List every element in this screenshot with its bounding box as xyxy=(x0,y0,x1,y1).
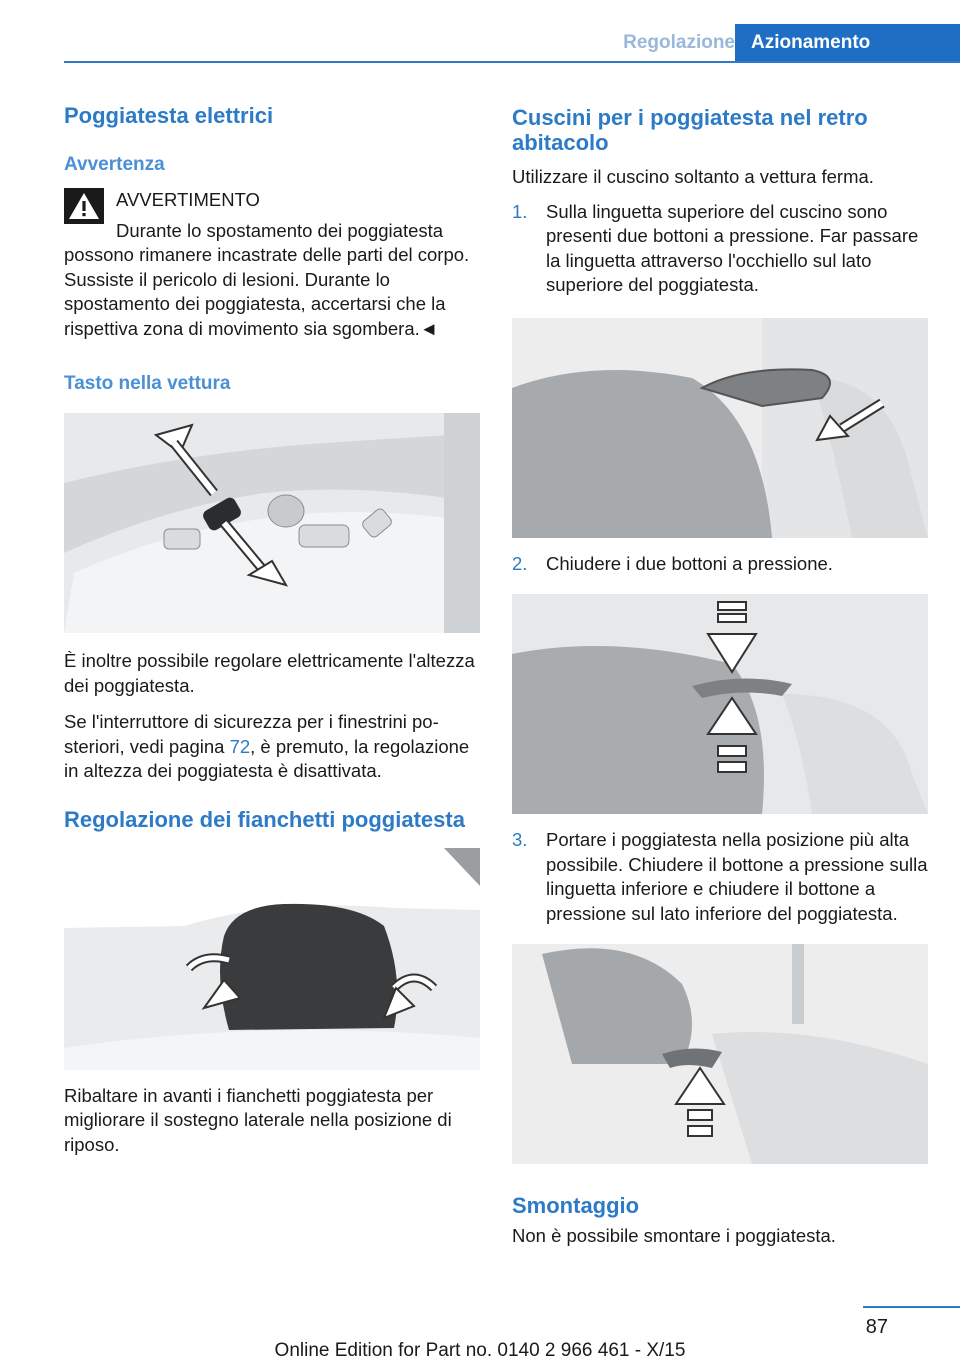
page-footer xyxy=(0,1300,960,1362)
paragraph-fold-wings: Ribaltare in avanti i fianchetti poggiatesta per migliorare il sostegno laterale nella posizione di riposo. xyxy=(64,1084,452,1155)
section-title-removal: Smontaggio xyxy=(512,1193,640,1218)
paragraph-removal: Non è possibile smontare i poggiatesta. xyxy=(512,1225,836,1246)
seat-buttons-illustration xyxy=(64,413,480,633)
footer-rule xyxy=(863,1306,960,1308)
page-link-72[interactable]: 72 xyxy=(229,735,251,757)
header-rule xyxy=(64,61,960,63)
step-1-illustration xyxy=(512,318,928,538)
figure-headrest-wings xyxy=(64,848,480,1070)
header-section[interactable]: Regolazione xyxy=(623,32,735,53)
step-2-illustration xyxy=(512,594,928,814)
steps-list-3 xyxy=(512,828,928,926)
step-2 xyxy=(512,552,928,577)
step-2-number: 2. xyxy=(512,552,528,574)
warning-heading: Avvertenza xyxy=(64,154,165,175)
step-3 xyxy=(512,828,928,926)
steps-list xyxy=(512,200,928,298)
warning-text: possono rimanere incastrate delle parti del corpo. Sussiste il pericolo di lesioni. Durante lo spostamento dei poggiatesta, accertarsi che la rispettiva zona di movimento sia sgombera.◄ xyxy=(64,244,470,339)
right-column xyxy=(512,100,928,1249)
safety-switch-text-a: Se l'interruttore di sicurezza per i finestrini posteriori, vedi pagina xyxy=(64,711,439,757)
safety-switch-text-b: , è premuto, la regolazione in altezza dei poggiatesta è disattivata. xyxy=(64,735,470,781)
header-chapter[interactable]: Azionamento xyxy=(735,24,960,62)
intro-text: Utilizzare il cuscino soltanto a vettura ferma. xyxy=(512,166,874,187)
section-title-cushions: Cuscini per i poggiatesta nel retro abitacolo xyxy=(512,105,868,155)
figure-step-1 xyxy=(512,318,928,538)
step-1 xyxy=(512,200,928,298)
footer-edition: Online Edition for Part no. 0140 2 966 461 - X/15 xyxy=(274,1340,686,1361)
step-3-illustration xyxy=(512,944,928,1164)
step-1-text: Sulla linguetta superiore del cuscino sono presenti due bottoni a pressione. Far passare la linguetta attraverso l'occhiello sul lato superiore del poggiatesta. xyxy=(546,200,919,295)
step-3-text: Portare i poggiatesta nella posizione più alta possibile. Chiudere il bottone a pressione sulla linguetta inferiore e chiudere il bottone a pressione sul lato inferiore del poggiatesta. xyxy=(546,829,928,924)
figure-seat-buttons xyxy=(64,413,480,633)
step-1-number: 1. xyxy=(512,200,528,222)
warning-block xyxy=(64,188,480,341)
figure-step-2 xyxy=(512,594,928,814)
step-3-number: 3. xyxy=(512,829,528,850)
headrest-wings-illustration xyxy=(64,848,480,1070)
paragraph-safety-switch xyxy=(64,710,480,784)
page-header xyxy=(0,24,960,62)
left-column xyxy=(64,100,480,1157)
paragraph-height-adjust: È inoltre possibile regolare elettricamente l'altezza dei poggiatesta. xyxy=(64,650,475,696)
subheading-button-in-car: Tasto nella vettura xyxy=(64,373,231,394)
steps-list-2 xyxy=(512,552,928,577)
section-title-side-wings: Regolazione dei fianchetti poggiatesta xyxy=(64,806,465,832)
warning-label: AVVERTIMENTO xyxy=(116,189,260,210)
step-2-text: Chiudere i due bottoni a pressione. xyxy=(546,552,833,574)
page-number: 87 xyxy=(865,1316,888,1338)
figure-step-3 xyxy=(512,944,928,1164)
section-title-electric-headrests: Poggiatesta elettrici xyxy=(64,103,274,128)
warning-icon xyxy=(64,188,104,224)
warning-text-first-line: Durante lo spostamento dei poggiatesta xyxy=(116,219,444,241)
